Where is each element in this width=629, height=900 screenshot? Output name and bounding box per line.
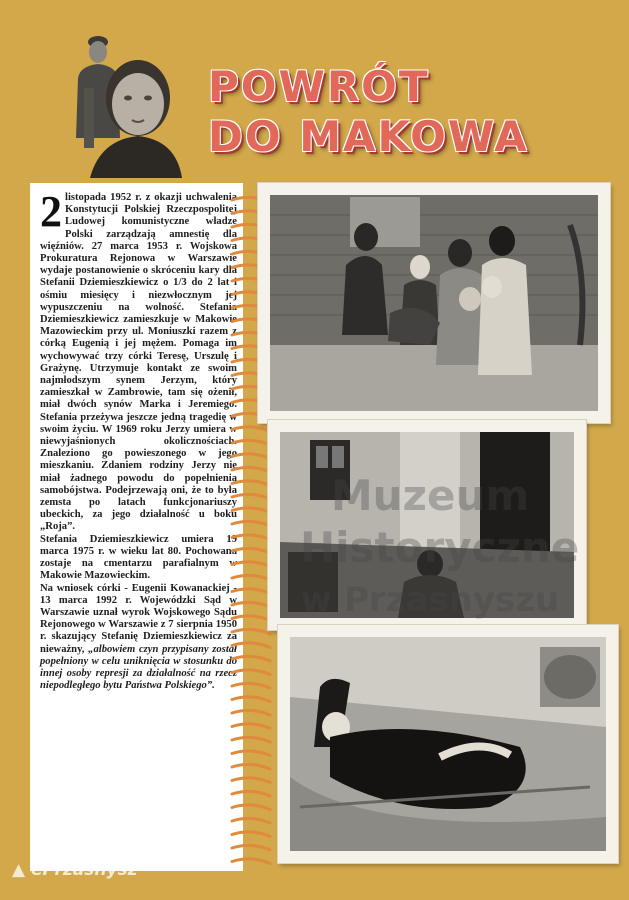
spiral-ring <box>232 440 270 445</box>
spiral-ring <box>232 535 270 540</box>
watermark-line-1: Muzeum <box>330 471 530 520</box>
article-quote: „albowiem czyn przypisany został popełniony w celu uniknięcia w stosunku do innej osoby represji za działalność na rzecz niepodległego bytu Państwa Polskiego”. <box>40 643 238 692</box>
watermark-line-3: w Przasnyszu <box>300 580 560 620</box>
spiral-ring <box>232 508 270 513</box>
article-paragraph-2: Stefania Dziemieszkiewicz umiera 19 marca 1975 r. w wieku lat 80. Pochowana zostaje na cmentarzu parafialnym w Makowie Mazowieckim. <box>40 533 237 582</box>
photo-funeral <box>278 625 618 863</box>
article-paragraph-3-text: Na wniosek córki - Eugenii Kowanackiej - 13 marca 1992 r. Wojewódzki Sąd w Warszawie uznał wyrok Wojskowego Sądu Rejonowego w Warszawie z 7 sierpnia 1950 r. skazujący Stefanię Dziemieszkiewicz za nieważny, <box>40 582 237 655</box>
family-photo-image <box>270 195 598 411</box>
spiral-ring <box>232 548 270 553</box>
spiral-ring <box>232 737 270 742</box>
spiral-ring <box>232 683 270 688</box>
photo-family-group <box>258 183 610 423</box>
spiral-ring <box>232 832 270 837</box>
spiral-ring <box>232 859 270 864</box>
house-photo-image <box>280 432 580 618</box>
spiral-ring <box>232 494 270 499</box>
spiral-ring <box>232 670 270 675</box>
funeral-photo-image <box>290 637 606 851</box>
spiral-ring <box>232 643 270 648</box>
spiral-ring <box>232 751 270 756</box>
article-paragraph-3 <box>40 583 237 693</box>
spiral-ring <box>232 778 270 783</box>
photo-house <box>268 420 586 630</box>
watermark-line-2: Historyczne <box>300 523 580 572</box>
spiral-ring <box>232 454 270 459</box>
title-line-2: DO MAKOWA <box>208 112 529 161</box>
spiral-ring <box>232 656 270 661</box>
spiral-ring <box>232 467 270 472</box>
article-paragraph-1 <box>40 187 237 534</box>
drop-cap: 2 <box>40 187 62 236</box>
spiral-ring <box>232 629 270 634</box>
spiral-ring <box>232 724 270 729</box>
spiral-ring <box>232 427 270 432</box>
spiral-ring <box>232 710 270 715</box>
footer-logo <box>12 860 138 880</box>
portrait-cutout <box>70 28 182 178</box>
spiral-ring <box>232 791 270 796</box>
article-paragraph-1-text: listopada 1952 r. z okazji uchwalenia Konstytucji Polskiej Rzeczpospolitej Ludowej komunistyczne władze Polski zarządzają amnestię dla więźniów. 27 marca 1953 r. Wojskowa Prokuratura Rejonowa w Warszawie wydaje postanowienie o skróceniu kary dla Stefanii Dziemieszkiewicz o 1/3 do 2 lat i ośmiu miesięcy i niezwłocznym jej wypuszczeniu na wolność. Stefania Dziemieszkiewicz zamieszkuje w Makowie Mazowieckim przy ul. Moniuszki razem z córką Eugenią i jej mężem. Pomaga im wychowywać trzy córki Teresę, Urszulę i Grażynę. Utrzymuje kontakt ze swoim najmłodszym synem Jerzym, który zamieszkał w Zambrowie, tam się ożenił, miał dwóch synów Marka i Jeremiego. Stefania przeżywa jeszcze jedną tragedię w swoim życiu. W 1969 roku Jerzy umiera w niewyjaśnionych okolicznościach. Znaleziono go powieszonego w jego mieszkaniu. Zdaniem rodziny Jerzy nie miał żadnego powodu do popełnienia samobójstwa. Podejrzewają oni, że to była zemsta po latach funkcjonariuszy ubeckich, za jego działalność u boku „Roja”. <box>40 192 237 533</box>
spiral-ring <box>232 521 270 526</box>
spiral-ring <box>232 616 270 621</box>
spiral-ring <box>232 589 270 594</box>
spiral-ring <box>232 602 270 607</box>
spiral-ring <box>232 818 270 823</box>
spiral-ring <box>232 845 270 850</box>
spiral-ring <box>232 562 270 567</box>
spiral-ring <box>232 575 270 580</box>
article-text-panel <box>30 183 243 871</box>
logo-icon: ▲ <box>12 860 31 880</box>
page-title <box>208 62 529 162</box>
spiral-ring <box>232 805 270 810</box>
logo-text: ePrzasnysz <box>31 860 138 880</box>
spiral-ring <box>232 481 270 486</box>
spiral-ring <box>232 764 270 769</box>
spiral-ring <box>232 697 270 702</box>
title-line-1: POWRÓT <box>208 62 430 111</box>
